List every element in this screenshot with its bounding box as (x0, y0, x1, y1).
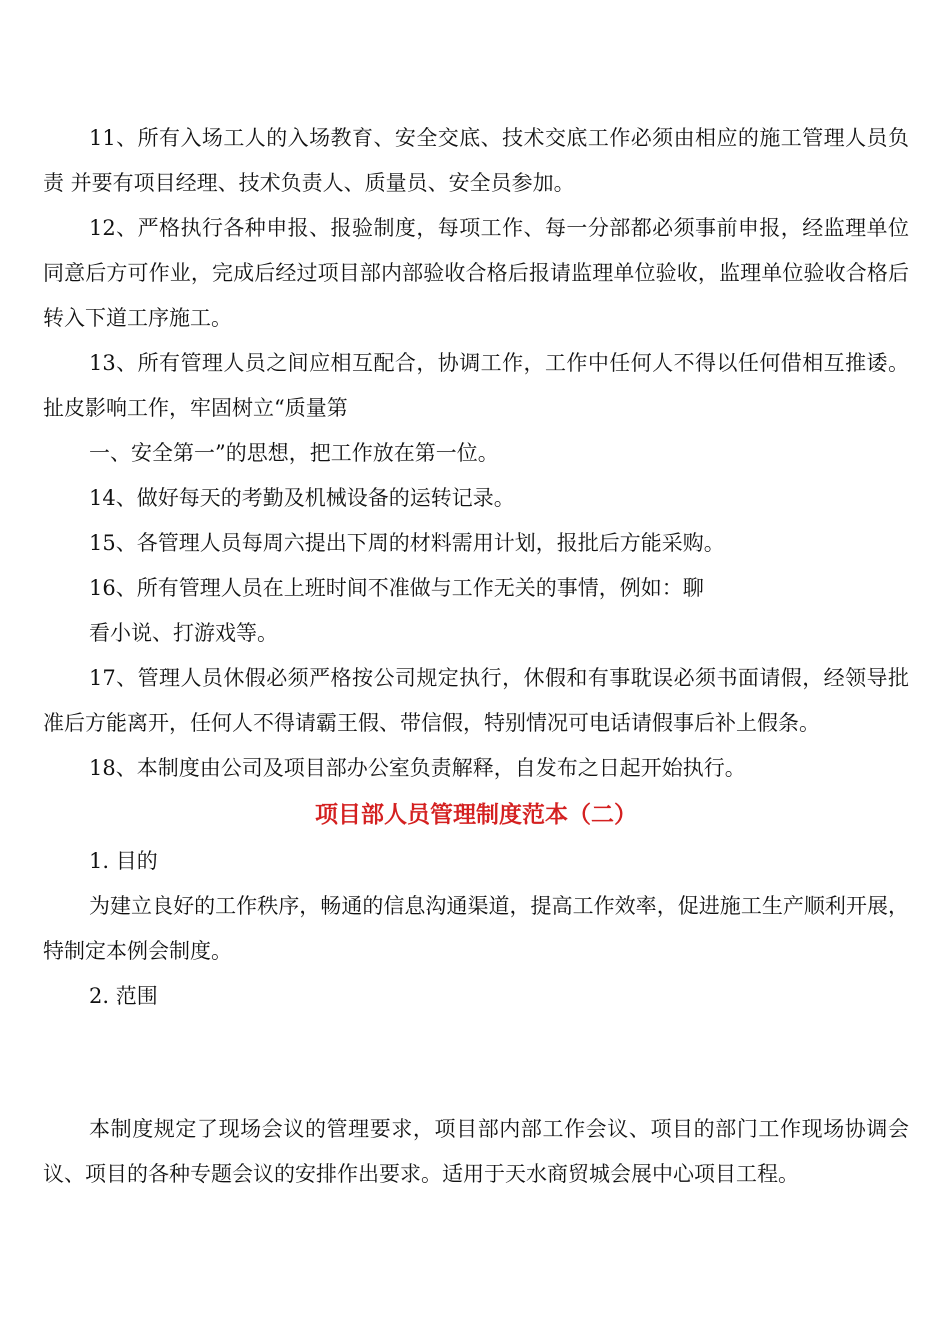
paragraph-purpose: 为建立良好的工作秩序，畅通的信息沟通渠道，提高工作效率，促进施工生产顺利开展，特制定本例会制度。 (43, 894, 909, 963)
paragraph-item-13-continued: 一、安全第一”的思想，把工作放在第一位。 (89, 441, 499, 465)
section-title: 项目部人员管理制度范本（二） (315, 801, 637, 828)
paragraph-item-11: 11、所有入场工人的入场教育、安全交底、技术交底工作必须由相应的施工管理人员负责 并要有项目经理、技术负责人、质量员、安全员参加。 (43, 126, 909, 195)
paragraph-item-16-continued: 看小说、打游戏等。 (89, 621, 278, 645)
heading-scope: 2. 范围 (89, 984, 158, 1008)
paragraph-item-13: 13、所有管理人员之间应相互配合，协调工作，工作中任何人不得以任何借相互推诿。扯皮影响工作，牢固树立“质量第 (43, 351, 909, 420)
paragraph-item-17: 17、管理人员休假必须严格按公司规定执行，休假和有事耽误必须书面请假，经领导批准后方能离开，任何人不得请霸王假、带信假，特别情况可电话请假事后补上假条。 (43, 666, 909, 735)
document-page (43, 116, 909, 1197)
paragraph-item-14: 14、做好每天的考勤及机械设备的运转记录。 (89, 486, 515, 510)
paragraph-item-18: 18、本制度由公司及项目部办公室负责解释，自发布之日起开始执行。 (89, 756, 746, 780)
heading-purpose: 1. 目的 (89, 849, 158, 873)
paragraph-scope: 本制度规定了现场会议的管理要求，项目部内部工作会议、项目的部门工作现场协调会议、项目的各种专题会议的安排作出要求。适用于天水商贸城会展中心项目工程。 (43, 1117, 909, 1186)
paragraph-item-16: 16、所有管理人员在上班时间不准做与工作无关的事情，例如：聊 (89, 576, 704, 600)
blank-gap (43, 1019, 909, 1107)
paragraph-item-12: 12、严格执行各种申报、报验制度，每项工作、每一分部都必须事前申报，经监理单位同意后方可作业，完成后经过项目部内部验收合格后报请监理单位验收，监理单位验收合格后转入下道工序施工。 (43, 216, 909, 330)
paragraph-item-15: 15、各管理人员每周六提出下周的材料需用计划，报批后方能采购。 (89, 531, 725, 555)
